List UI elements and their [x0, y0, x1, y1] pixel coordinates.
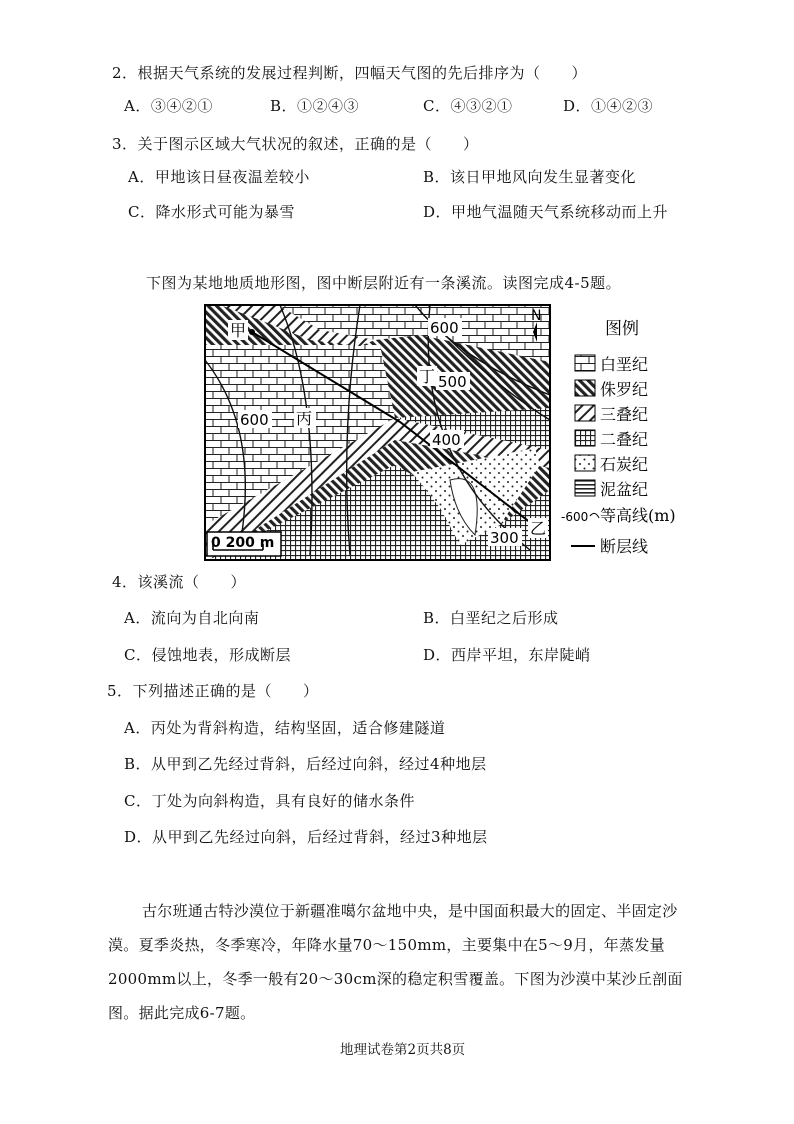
legend-contour-sample: -600 — [561, 510, 589, 524]
q2-stem: 2．根据天气系统的发展过程判断，四幅天气图的先后排序为（ ） — [112, 64, 588, 82]
label-bing: 丙 — [296, 409, 313, 428]
q2-option-c[interactable]: C．④③②① — [423, 97, 513, 115]
intro-4-5: 下图为某地地质地形图，图中断层附近有一条溪流。读图完成4-5题。 — [146, 274, 622, 292]
legend-permian: 二叠纪 — [600, 430, 649, 449]
q3-stem: 3．关于图示区域大气状况的叙述，正确的是（ ） — [112, 135, 479, 153]
label-jia: 甲 — [230, 321, 247, 340]
legend-jurassic: 侏罗纪 — [600, 380, 649, 399]
legend-cretaceous: 白垩纪 — [600, 355, 649, 374]
legend-devonian: 泥盆纪 — [600, 480, 649, 499]
contour-label-600-w: 600 — [240, 411, 269, 429]
contour-label-400: 400 — [432, 431, 461, 449]
label-ding: 丁 — [419, 367, 436, 386]
q2-option-b[interactable]: B．①②④③ — [270, 97, 360, 115]
legend-title: 图例 — [605, 319, 639, 339]
scale-bar: 0 200 m — [211, 535, 275, 551]
legend-fault: 断层线 — [600, 537, 649, 556]
intro-6-7: 古尔班通古特沙漠位于新疆准噶尔盆地中央，是中国面积最大的固定、半固定沙漠。夏季炎热，冬季寒冷，年降水量70～150mm，主要集中在5～9月，年蒸发量2000mm以上，冬季一般有20～30cm深的稳定积雪覆盖。下图为沙漠中某沙丘剖面图。据此完成6-7题。 — [108, 902, 683, 1022]
geologic-map — [200, 300, 680, 565]
q5-option-c[interactable]: C．丁处为向斜构造，具有良好的储水条件 — [124, 792, 415, 810]
label-yi: 乙 — [530, 519, 547, 538]
legend-contour: 等高线(m) — [600, 506, 676, 525]
legend-carboniferous: 石炭纪 — [600, 455, 649, 474]
q4-option-c[interactable]: C．侵蚀地表，形成断层 — [124, 646, 291, 664]
q5-option-b[interactable]: B．从甲到乙先经过背斜，后经过向斜，经过4种地层 — [124, 755, 487, 773]
north-label: N — [531, 308, 542, 324]
contour-label-500: 500 — [438, 373, 467, 391]
q2-option-a[interactable]: A．③④②① — [124, 97, 213, 115]
q2-option-d[interactable]: D．①④②③ — [563, 97, 654, 115]
q4-stem: 4．该溪流（ ） — [112, 573, 247, 591]
q3-option-c[interactable]: C．降水形式可能为暴雪 — [128, 203, 295, 221]
q3-option-a[interactable]: A．甲地该日昼夜温差较小 — [128, 168, 310, 186]
q3-option-d[interactable]: D．甲地气温随天气系统移动而上升 — [423, 203, 669, 221]
q4-option-b[interactable]: B．白垩纪之后形成 — [423, 609, 559, 627]
q4-option-d[interactable]: D．西岸平坦，东岸陡峭 — [423, 646, 591, 664]
q3-option-b[interactable]: B．该日甲地风向发生显著变化 — [423, 168, 637, 186]
q5-option-a[interactable]: A．丙处为背斜构造，结构坚固，适合修建隧道 — [124, 719, 446, 737]
contour-label-300: 300 — [490, 529, 519, 547]
page-footer: 地理试卷第2页共8页 — [340, 1042, 466, 1058]
q5-option-d[interactable]: D．从甲到乙先经过向斜，后经过背斜，经过3种地层 — [124, 828, 488, 846]
q5-stem: 5．下列描述正确的是（ ） — [107, 682, 319, 700]
contour-label-600-ne: 600 — [430, 319, 459, 337]
legend-triassic: 三叠纪 — [600, 405, 649, 424]
q4-option-a[interactable]: A．流向为自北向南 — [124, 609, 260, 627]
